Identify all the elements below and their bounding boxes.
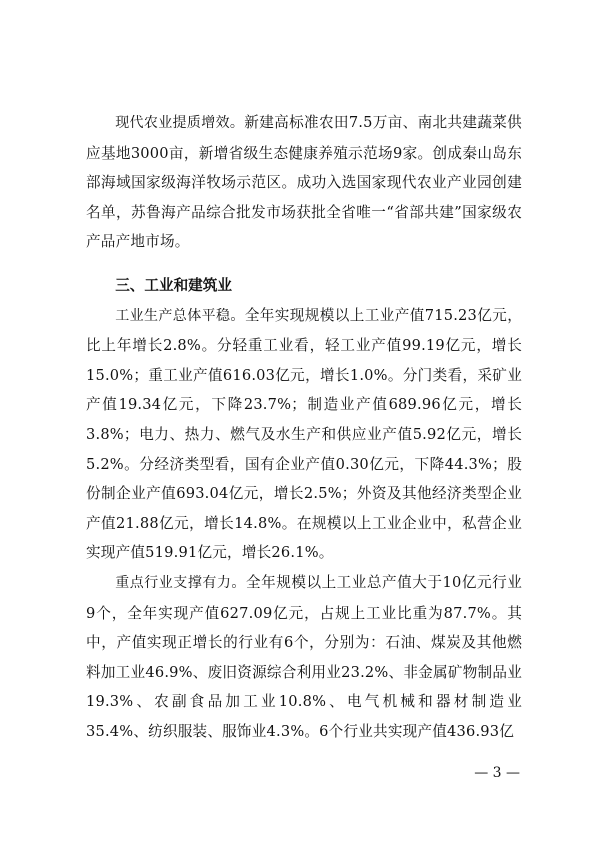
section-heading: 三、工业和建筑业 [115, 276, 232, 294]
page-number: — 3 — [474, 765, 520, 781]
paragraph-key-industries [86, 568, 522, 747]
paragraph-lead: 重点行业支撑有力。 [115, 574, 246, 591]
paragraph-body: 全年实现规模以上工业产值715.23亿元，比上年增长2.8%。分轻重工业看，轻工业产值99.19亿元，增长15.0%；重工业产值616.03亿元，增长1.0%。分门类看，采矿业产值19.34亿元，下降23.7%；制造业产值689.96亿元，增长3.8%；电力、热力、燃气及水生产和供应业产值5.92亿元，增长5.2%。分经济类型看，国有企业产值0.30亿元，下降44.3%；股份制企业产值693.04亿元，增长2.5%；外资及其他经济类型企业产值21.88亿元，增长14.8%。在规模以上工业企业中，私营企业实现产值519.91亿元，增长26.1%。 [86, 306, 523, 562]
paragraph-lead: 现代农业提质增效。 [115, 115, 245, 131]
paragraph-industrial-production [86, 301, 522, 568]
paragraph-body: 全年规模以上工业总产值大于10亿元行业9个，全年实现产值627.09亿元，占规上工业比重为87.7%。其中，产值实现正增长的行业有6个，分别为：石油、煤炭及其他燃料加工业46.9%、废旧资源综合利用业23.2%、非金属矿物制品业19.3%、农副食品加工业10.8%、电气机械和器材制造业35.4%、纺织服装、服饰业4.3%。6个行业共实现产值436.93亿 [86, 573, 522, 740]
paragraph-lead: 工业生产总体平稳。 [115, 307, 245, 324]
paragraph-modern-agriculture [86, 108, 522, 257]
paragraph-body: 新建高标准农田7.5万亩、南北共建蔬菜供应基地3000亩，新增省级生态健康养殖示范场9家。创成秦山岛东部海域国家级海洋牧场示范区。成功入选国家现代农业产业园创建名单，苏鲁海产品综合批发市场获批全省唯一“省部共建”国家级农产品产地市场。 [86, 114, 522, 251]
document-body [86, 108, 522, 746]
